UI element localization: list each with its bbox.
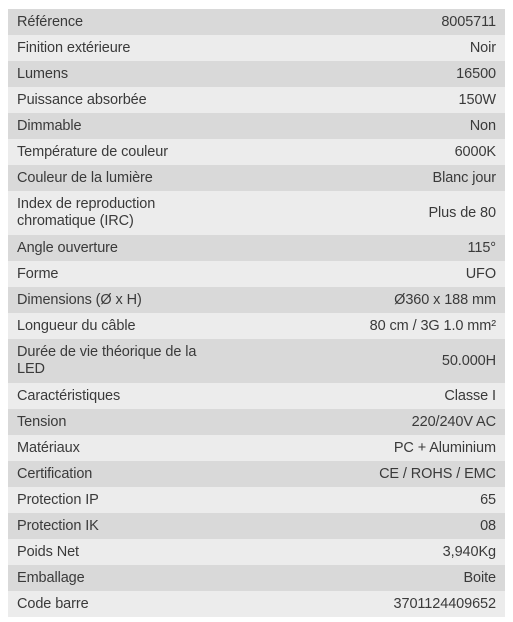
spec-label: Index de reproduction chromatique (IRC) [17,196,156,229]
spec-value: 115° [467,240,496,256]
spec-value: 80 cm / 3G 1.0 mm² [369,318,496,334]
spec-row-temperature [8,139,505,165]
spec-label: Emballage [17,569,85,586]
spec-label: Dimmable [17,117,82,134]
spec-label: Tension [17,413,67,430]
spec-value: 3,940Kg [442,544,496,560]
spec-label: Caractéristiques [17,387,121,404]
spec-value: 3701124409652 [393,596,496,612]
spec-value: Boite [463,570,496,586]
spec-row-code-barre [8,591,505,617]
spec-label: Matériaux [17,439,80,456]
spec-label: Dimensions (Ø x H) [17,291,142,308]
spec-value: UFO [465,266,496,282]
spec-label: Certification [17,465,93,482]
spec-row-puissance [8,87,505,113]
spec-row-lumens [8,61,505,87]
spec-label: Protection IP [17,491,99,508]
spec-value: 220/240V AC [411,414,496,430]
spec-label: Protection IK [17,517,99,534]
spec-row-couleur [8,165,505,191]
spec-label: Code barre [17,595,89,612]
spec-row-emballage [8,565,505,591]
spec-value: 8005711 [441,14,496,30]
spec-label: Forme [17,265,59,282]
spec-row-caracteristiques [8,383,505,409]
spec-label: Poids Net [17,543,79,560]
spec-label: Angle ouverture [17,239,118,256]
spec-value: Blanc jour [432,170,496,186]
spec-row-dimmable [8,113,505,139]
spec-value: 08 [480,518,496,534]
spec-label: Durée de vie théorique de la LED [17,344,197,377]
spec-row-irc [8,191,505,235]
spec-value: 150W [458,92,496,108]
spec-label: Lumens [17,65,68,82]
spec-value: Ø360 x 188 mm [394,292,496,308]
spec-value: CE / ROHS / EMC [379,466,496,482]
spec-row-certification [8,461,505,487]
spec-value: 6000K [454,144,496,160]
spec-value: 65 [480,492,496,508]
spec-label: Finition extérieure [17,39,131,56]
spec-row-protection-ik [8,513,505,539]
spec-table [8,9,505,617]
spec-row-tension [8,409,505,435]
spec-label: Couleur de la lumière [17,169,153,186]
spec-row-reference [8,9,505,35]
spec-row-poids [8,539,505,565]
spec-label: Longueur du câble [17,317,136,334]
spec-label: Référence [17,13,83,30]
spec-row-materiaux [8,435,505,461]
spec-row-dimensions [8,287,505,313]
spec-value: Classe I [444,388,496,404]
spec-label: Puissance absorbée [17,91,147,108]
spec-value: PC + Aluminium [393,440,496,456]
spec-row-angle [8,235,505,261]
spec-value: Noir [469,40,496,56]
spec-value: Non [469,118,496,134]
spec-label: Température de couleur [17,143,168,160]
spec-row-protection-ip [8,487,505,513]
spec-row-cable [8,313,505,339]
spec-row-finition [8,35,505,61]
spec-row-duree [8,339,505,383]
spec-value: 16500 [456,66,496,82]
spec-value: Plus de 80 [428,205,496,221]
spec-value: 50.000H [441,353,496,369]
spec-row-forme [8,261,505,287]
